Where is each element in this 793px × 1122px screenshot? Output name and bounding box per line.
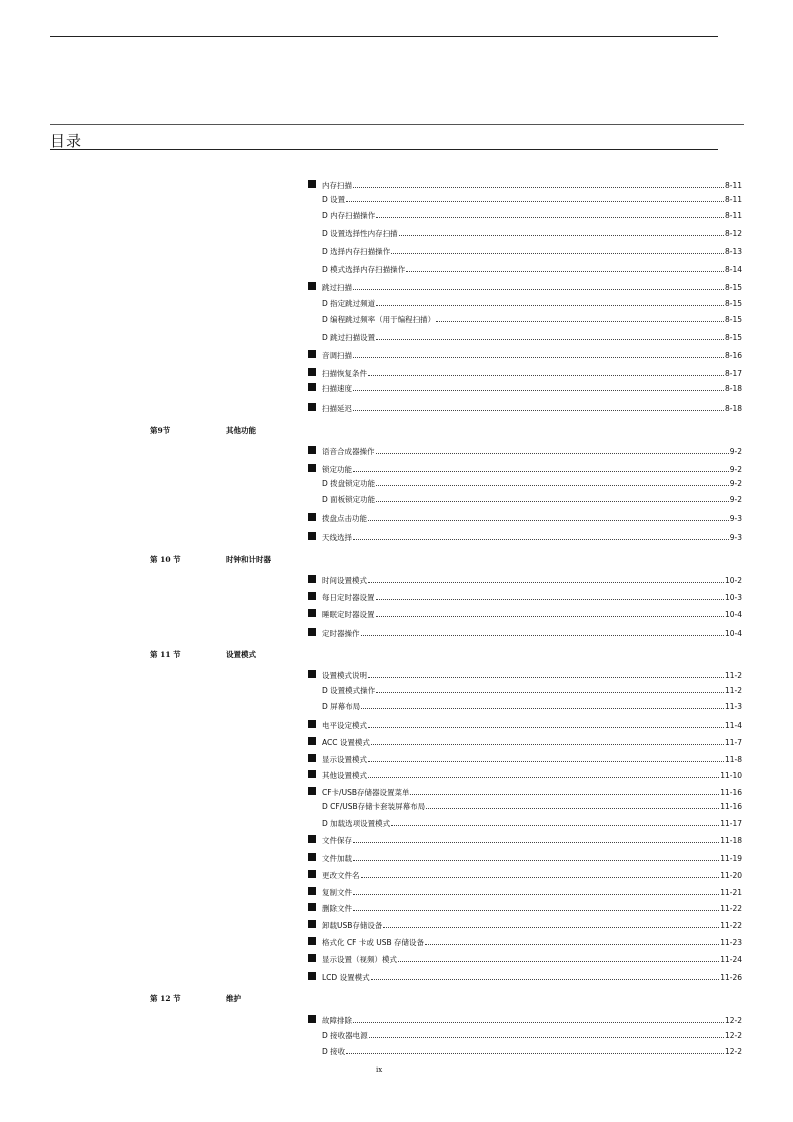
entry-page: 11-18 [720,836,742,845]
dot-leader [361,877,720,878]
entry-title: 锁定功能 [322,465,352,474]
entry-title: 电平设定模式 [322,721,367,730]
entry-title: 复制文件 [322,888,352,897]
bullet-square-icon [308,464,316,472]
dot-leader [368,761,724,762]
bullet-square-icon [308,887,316,895]
entry-title: 时间设置模式 [322,576,367,585]
entry-title: 语音合成器操作 [322,447,375,456]
dot-leader [353,539,729,540]
section-title: 维护 [226,994,241,1003]
entry-title: ACC 设置模式 [322,738,370,747]
section-title: 设置模式 [226,650,256,659]
entry-page: 12-2 [724,1016,742,1025]
toc-entry[interactable] [308,752,742,764]
entry-page: 11-24 [720,955,742,964]
toc-entry[interactable] [308,1013,742,1025]
entry-title: 故障排除 [322,1016,352,1025]
entry-title: D 设置 [322,195,346,204]
entry-page: 11-20 [720,871,742,880]
dot-leader [353,842,719,843]
toc-subentry[interactable] [308,312,742,324]
entry-title: D CF/USB存储卡套装屏幕布局 [322,802,426,811]
entry-title: D 屏幕布局 [322,702,361,711]
entry-page: 11-17 [720,819,742,828]
bullet-square-icon [308,383,316,391]
bullet-square-icon [308,754,316,762]
entry-title: D 拨盘锁定功能 [322,479,376,488]
toc-entry[interactable] [308,573,742,585]
entry-page: 10-4 [724,629,742,638]
dot-leader [353,357,724,358]
entry-title: 显示设置模式 [322,755,367,764]
bullet-square-icon [308,937,316,945]
bullet-square-icon [308,787,316,795]
bullet-square-icon [308,903,316,911]
toc-entry[interactable] [308,785,742,797]
entry-page: 11-8 [724,755,742,764]
entry-page: 11-7 [724,738,742,747]
dot-leader [346,201,724,202]
toc-subentry[interactable] [308,244,742,256]
entry-title: CF卡/USB存储器设置菜单 [322,788,410,797]
toc-entry[interactable] [308,952,742,964]
entry-page: 11-23 [720,938,742,947]
toc-entry[interactable] [308,918,742,930]
toc-entry[interactable] [308,851,742,863]
section-title: 其他功能 [226,426,256,435]
top-rule [50,36,718,37]
toc-entry[interactable] [308,901,742,913]
entry-page: 11-10 [720,771,742,780]
dot-leader [391,253,724,254]
dot-leader [368,727,724,728]
dot-leader [368,375,724,376]
entry-title: 删除文件 [322,904,352,913]
bullet-square-icon [308,853,316,861]
bullet-square-icon [308,282,316,290]
toc-entry[interactable] [308,280,742,292]
entry-title: 扫描恢复条件 [322,369,367,378]
entry-title: 文件保存 [322,836,352,845]
entry-title: 扫描速度 [322,384,352,393]
entry-title: 其他设置模式 [322,771,367,780]
dot-leader [376,692,724,693]
page-number: ix [376,1066,383,1074]
bullet-square-icon [308,403,316,411]
entry-page: 10-4 [724,610,742,619]
entry-page: 11-22 [720,904,742,913]
entry-page: 11-16 [720,802,742,811]
bullet-square-icon [308,954,316,962]
section-title: 时钟和计时器 [226,555,271,564]
dot-leader [399,235,724,236]
page-title: 目录 [50,132,83,150]
entry-page: 12-2 [724,1047,742,1056]
entry-page: 8-16 [724,351,742,360]
toc-entry[interactable] [308,885,742,897]
dot-leader [361,708,724,709]
entry-page: 8-15 [724,315,742,324]
entry-title: 拨盘点击功能 [322,514,367,523]
toc-entry[interactable] [308,530,742,542]
dot-leader [368,582,724,583]
entry-page: 11-19 [720,854,742,863]
dot-leader [383,927,719,928]
entry-page: 9-2 [729,495,742,504]
toc-entry[interactable] [308,462,742,474]
dot-leader [353,390,724,391]
entry-title: D 加载选项设置模式 [322,819,391,828]
toc-entry[interactable] [308,668,742,680]
entry-page: 8-18 [724,404,742,413]
toc-subentry[interactable] [308,296,742,308]
entry-title: 更改文件名 [322,871,360,880]
dot-leader [353,471,729,472]
toc-entry[interactable] [308,626,742,638]
entry-page: 11-16 [720,788,742,797]
entry-page: 11-2 [724,686,742,695]
toc-subentry[interactable] [308,492,742,504]
entry-title: 内存扫描 [322,181,352,190]
bullet-square-icon [308,870,316,878]
entry-title: D 选择内存扫描操作 [322,247,391,256]
dot-leader [376,616,724,617]
bullet-square-icon [308,609,316,617]
bullet-square-icon [308,720,316,728]
bullet-square-icon [308,835,316,843]
section-number: 第 12 节 [150,994,181,1003]
entry-page: 9-3 [729,514,742,523]
toc-subentry[interactable] [308,208,742,220]
bullet-square-icon [308,350,316,358]
toc-entry[interactable] [308,511,742,523]
toc-entry[interactable] [308,970,742,982]
entry-page: 12-2 [724,1031,742,1040]
entry-title: D 跳过扫描设置 [322,333,376,342]
dot-leader [371,979,720,980]
toc-subentry[interactable] [308,192,742,204]
entry-page: 8-11 [724,211,742,220]
bullet-square-icon [308,513,316,521]
bullet-square-icon [308,180,316,188]
dot-leader [406,271,724,272]
entry-title: LCD 设置模式 [322,973,370,982]
entry-page: 8-11 [724,195,742,204]
entry-page: 8-11 [724,181,742,190]
toc-entry[interactable] [308,590,742,602]
dot-leader [369,1037,724,1038]
toc-subentry[interactable] [308,330,742,342]
entry-page: 8-15 [724,333,742,342]
dot-leader [361,635,724,636]
dot-leader [410,794,719,795]
toc-subentry[interactable] [308,476,742,488]
entry-page: 10-3 [724,593,742,602]
dot-leader [376,217,724,218]
entry-title: 文件加载 [322,854,352,863]
toc-entry[interactable] [308,444,742,456]
section-number: 第9节 [150,426,171,435]
section-number: 第 11 节 [150,650,181,659]
dot-leader [426,808,719,809]
entry-title: D 面板锁定功能 [322,495,376,504]
toc-subentry[interactable] [308,226,742,238]
toc-entry[interactable] [308,381,742,393]
dot-leader [353,894,719,895]
entry-title: 跳过扫描 [322,283,352,292]
entry-title: 每日定时器设置 [322,593,375,602]
toc-subentry[interactable] [308,1044,742,1056]
entry-title: D 设置模式操作 [322,686,376,695]
section-number: 第 10 节 [150,555,181,564]
bullet-square-icon [308,628,316,636]
dot-leader [398,961,719,962]
entry-page: 11-21 [720,888,742,897]
entry-page: 8-15 [724,283,742,292]
entry-page: 8-13 [724,247,742,256]
bullet-square-icon [308,737,316,745]
bullet-square-icon [308,1015,316,1023]
entry-title: D 内存扫描操作 [322,211,376,220]
entry-title: D 指定跳过频道 [322,299,376,308]
entry-title: D 接收器电源 [322,1031,368,1040]
entry-page: 9-2 [729,465,742,474]
toc-entry[interactable] [308,735,742,747]
toc-entry[interactable] [308,401,742,413]
entry-page: 10-2 [724,576,742,585]
entry-title: 音调扫描 [322,351,352,360]
entry-page: 9-3 [729,533,742,542]
dot-leader [391,825,719,826]
entry-title: D 接收 [322,1047,346,1056]
toc-subentry[interactable] [308,816,742,828]
dot-leader [376,501,729,502]
toc-entry[interactable] [308,768,742,780]
toc-subentry[interactable] [308,699,742,711]
dot-leader [371,744,724,745]
toc-entry[interactable] [308,178,742,190]
entry-page: 11-26 [720,973,742,982]
toc-entry[interactable] [308,607,742,619]
dot-leader [353,910,719,911]
dot-leader [346,1053,724,1054]
dot-leader [376,599,724,600]
dot-leader [368,520,729,521]
bullet-square-icon [308,972,316,980]
toc-entry[interactable] [308,366,742,378]
toc-entry[interactable] [308,833,742,845]
bullet-square-icon [308,592,316,600]
bullet-square-icon [308,368,316,376]
toc-subentry[interactable] [308,1028,742,1040]
toc-entry[interactable] [308,935,742,947]
entry-page: 11-2 [724,671,742,680]
entry-title: 格式化 CF 卡或 USB 存储设备 [322,938,424,947]
dot-leader [353,410,724,411]
entry-title: D 设置选择性内存扫描 [322,229,398,238]
dot-leader [436,321,724,322]
entry-title: 显示设置（视频）模式 [322,955,397,964]
toc-entry[interactable] [308,868,742,880]
entry-page: 9-2 [729,447,742,456]
entry-title: D 编程跳过频率（用于编程扫描） [322,315,436,324]
entry-page: 8-12 [724,229,742,238]
dot-leader [368,777,719,778]
entry-title: 扫描延迟 [322,404,352,413]
entry-title: 睡眠定时器设置 [322,610,375,619]
dot-leader [376,305,724,306]
entry-title: D 模式选择内存扫描操作 [322,265,406,274]
dot-leader [353,860,719,861]
toc-entry[interactable] [308,348,742,360]
entry-page: 11-22 [720,921,742,930]
toc-subentry[interactable] [308,799,742,811]
bullet-square-icon [308,920,316,928]
heading-underline [50,149,718,150]
dot-leader [376,453,729,454]
entry-page: 8-17 [724,369,742,378]
entry-title: 设置模式说明 [322,671,367,680]
toc-subentry[interactable] [308,262,742,274]
entry-title: 卸载USB存储设备 [322,921,383,930]
toc-subentry[interactable] [308,683,742,695]
entry-title: 定时器操作 [322,629,360,638]
entry-page: 11-4 [724,721,742,730]
heading-rule [50,124,744,125]
entry-page: 8-15 [724,299,742,308]
entry-page: 8-14 [724,265,742,274]
entry-page: 9-2 [729,479,742,488]
bullet-square-icon [308,770,316,778]
bullet-square-icon [308,532,316,540]
entry-title: 天线选择 [322,533,352,542]
dot-leader [353,1022,724,1023]
dot-leader [368,677,724,678]
bullet-square-icon [308,575,316,583]
entry-page: 11-3 [724,702,742,711]
dot-leader [376,485,729,486]
bullet-square-icon [308,670,316,678]
bullet-square-icon [308,446,316,454]
entry-page: 8-18 [724,384,742,393]
toc-entry[interactable] [308,718,742,730]
dot-leader [353,187,724,188]
dot-leader [425,944,719,945]
dot-leader [376,339,724,340]
dot-leader [353,289,724,290]
